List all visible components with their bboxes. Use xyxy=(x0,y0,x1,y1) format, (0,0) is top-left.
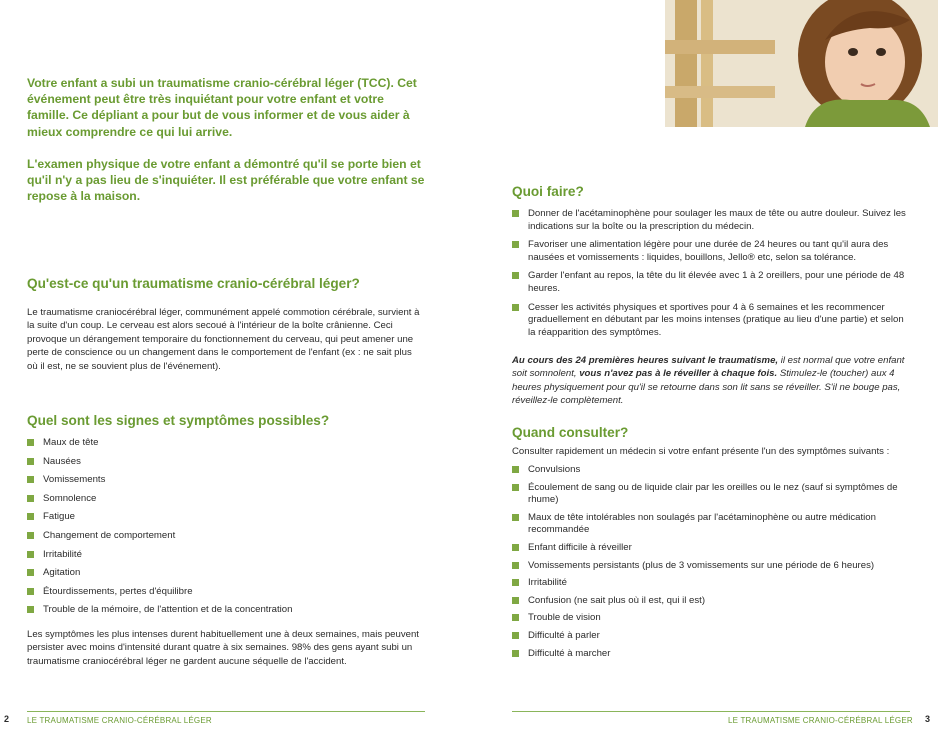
list-item-text: Agitation xyxy=(43,567,81,579)
sleep-note-text-1: il est normal que votre enfant soit somnolent, xyxy=(512,355,905,380)
list-item-text: Cesser les activités physiques et sportives pour 4 à 6 semaines et les recommencer graduellement en débutant par les moins intenses (pratique au lieu d'une partie) et selon la réapparition des symptômes. xyxy=(528,301,904,338)
sleep-note xyxy=(512,354,910,408)
bullet-square-icon xyxy=(27,513,34,520)
list-item-text: Somnolence xyxy=(43,492,97,504)
bullet-square-icon xyxy=(512,544,519,551)
bullet-square-icon xyxy=(512,632,519,639)
list-item xyxy=(512,630,910,643)
list-item xyxy=(27,604,427,623)
list-item-text: Maux de tête intolérables non soulagés par l'acétaminophène ou autre médication recommandée xyxy=(528,511,876,536)
list-item xyxy=(512,595,910,608)
list-item xyxy=(27,567,427,586)
bullet-square-icon xyxy=(27,551,34,558)
list-item xyxy=(512,302,910,340)
list-item-text: Donner de l'acétaminophène pour soulager les maux de tête ou autre douleur. Suivez les indications sur la boîte ou la prescription du médecin. xyxy=(528,208,906,232)
bullet-square-icon xyxy=(512,304,519,311)
list-item-text: Difficulté à parler xyxy=(528,629,600,641)
bullet-square-icon xyxy=(512,562,519,569)
bullet-square-icon xyxy=(512,650,519,657)
list-item-text: Convulsions xyxy=(528,464,581,475)
symptoms-list xyxy=(27,437,427,623)
sleep-note-bold-1: Au cours des 24 premières heures suivant le traumatisme, xyxy=(512,355,779,366)
bullet-square-icon xyxy=(27,439,34,446)
sleep-note-bold-2: vous n'avez pas à le réveiller à chaque fois. xyxy=(579,368,778,380)
list-item-text: Difficulté à marcher xyxy=(528,647,611,659)
list-item xyxy=(512,239,910,264)
bullet-square-icon xyxy=(512,579,519,586)
consult-intro: Consulter rapidement un médecin si votre enfant présente l'un des symptômes suivants : xyxy=(512,446,890,457)
footer-rule xyxy=(512,711,910,712)
bullet-square-icon xyxy=(512,272,519,279)
list-item xyxy=(27,493,427,512)
list-item xyxy=(27,549,427,568)
list-item-text: Vomissements xyxy=(43,474,106,486)
bullet-square-icon xyxy=(27,458,34,465)
list-item-text: Nausées xyxy=(43,455,81,467)
intro xyxy=(27,75,427,220)
bullet-square-icon xyxy=(512,614,519,621)
right-page xyxy=(469,0,938,729)
section-text-what-is: Le traumatisme craniocérébral léger, communément appelé commotion cérébrale, survient à la suite d'un coup. Le cerveau est alors secoué à l'intérieur de la boîte crânienne. Ceci provoque un dérangement temporaire du fonctionnement du cerveau, qui peut amener une perte de conscience ou un changement dans le comportement de l'enfant (ex : ne sait plus où il est, ne se souvient plus de l'événement). xyxy=(27,307,420,372)
list-item xyxy=(512,560,910,573)
bullet-square-icon xyxy=(27,569,34,576)
list-item xyxy=(512,648,910,661)
list-item-text: Trouble de la mémoire, de l'attention et de la concentration xyxy=(43,604,293,616)
list-item xyxy=(27,437,427,456)
list-item-text: Irritabilité xyxy=(43,548,82,560)
list-item-text: Fatigue xyxy=(43,511,75,523)
footer-rule xyxy=(27,711,425,712)
section-title-what-is: Qu'est-ce qu'un traumatisme cranio-cérébral léger? xyxy=(27,276,360,291)
what-to-do-list xyxy=(512,208,910,345)
list-item-text: Garder l'enfant au repos, la tête du lit élevée avec 1 à 2 oreillers, pour une période de 48 heures. xyxy=(528,270,905,294)
closing-text: Les symptômes les plus intenses durent habituellement une à deux semaines, mais peuvent persister avec moins d'intensité durant quatre à six semaines. 98% des gens ayant subi un traumatisme craniocérébral léger ne gardent aucune séquelle de l'accident. xyxy=(27,629,419,667)
list-item xyxy=(27,456,427,475)
list-item xyxy=(512,577,910,590)
intro-paragraph-1: Votre enfant a subi un traumatisme cranio-cérébral léger (TCC). Cet événement peut être très inquiétant pour votre enfant et votre famille. Ce dépliant a pour but de vous informer et de vous aider à mieux comprendre ce qui lui arrive. xyxy=(27,76,417,139)
bullet-square-icon xyxy=(512,241,519,248)
footer-title-left: LE TRAUMATISME CRANIO-CÉRÉBRAL LÉGER xyxy=(27,716,212,725)
list-item-text: Étourdissements, pertes d'équilibre xyxy=(43,585,193,597)
consult-list xyxy=(512,464,910,665)
bullet-square-icon xyxy=(27,606,34,613)
bullet-square-icon xyxy=(512,514,519,521)
list-item-text: Trouble de vision xyxy=(528,612,601,624)
list-item-text: Maux de tête xyxy=(43,437,99,448)
list-item xyxy=(512,482,910,507)
sleep-note-text-2: Stimulez-le (toucher) aux 4 heures physiquement pour qu'il se retourne dans son lit sans se réveiller. S'il ne bouge pas, réveillez-le complètement. xyxy=(512,368,901,407)
list-item xyxy=(512,612,910,625)
page-number-right: 3 xyxy=(925,714,931,724)
bullet-square-icon xyxy=(512,484,519,491)
bullet-square-icon xyxy=(512,210,519,217)
bullet-square-icon xyxy=(512,466,519,473)
list-item-text: Enfant difficile à réveiller xyxy=(528,541,632,553)
page-number-left: 2 xyxy=(4,714,10,724)
bullet-square-icon xyxy=(27,588,34,595)
footer-title-right: LE TRAUMATISME CRANIO-CÉRÉBRAL LÉGER xyxy=(728,716,913,725)
list-item-text: Écoulement de sang ou de liquide clair par les oreilles ou le nez (sauf si symptômes de rhume) xyxy=(528,481,898,506)
list-item xyxy=(27,530,427,549)
bullet-square-icon xyxy=(27,532,34,539)
list-item-text: Irritabilité xyxy=(528,577,567,589)
list-item xyxy=(27,511,427,530)
list-item xyxy=(27,474,427,493)
list-item xyxy=(512,464,910,477)
list-item xyxy=(512,270,910,295)
section-title-symptoms: Quel sont les signes et symptômes possibles? xyxy=(27,413,330,428)
list-item xyxy=(512,208,910,233)
intro-paragraph-2: L'examen physique de votre enfant a démontré qu'il se porte bien et qu'il n'y a pas lieu de s'inquiéter. Il est préférable que votre enfant se repose à la maison. xyxy=(27,156,425,204)
list-item xyxy=(27,586,427,605)
list-item-text: Vomissements persistants (plus de 3 vomissements sur une période de 6 heures) xyxy=(528,559,875,571)
section-title-when-to-consult: Quand consulter? xyxy=(512,425,629,440)
list-item-text: Favoriser une alimentation légère pour une durée de 24 heures ou tant qu'il aura des nausées et vomissements : liquides, bouillons, Jello® etc, selon sa tolérance. xyxy=(528,239,889,263)
list-item xyxy=(512,542,910,555)
section-title-what-to-do: Quoi faire? xyxy=(512,184,584,199)
bullet-square-icon xyxy=(512,597,519,604)
bullet-square-icon xyxy=(27,495,34,502)
list-item-text: Changement de comportement xyxy=(43,529,176,541)
bullet-square-icon xyxy=(27,476,34,483)
list-item-text: Confusion (ne sait plus où il est, qui il est) xyxy=(528,594,706,606)
list-item xyxy=(512,512,910,537)
